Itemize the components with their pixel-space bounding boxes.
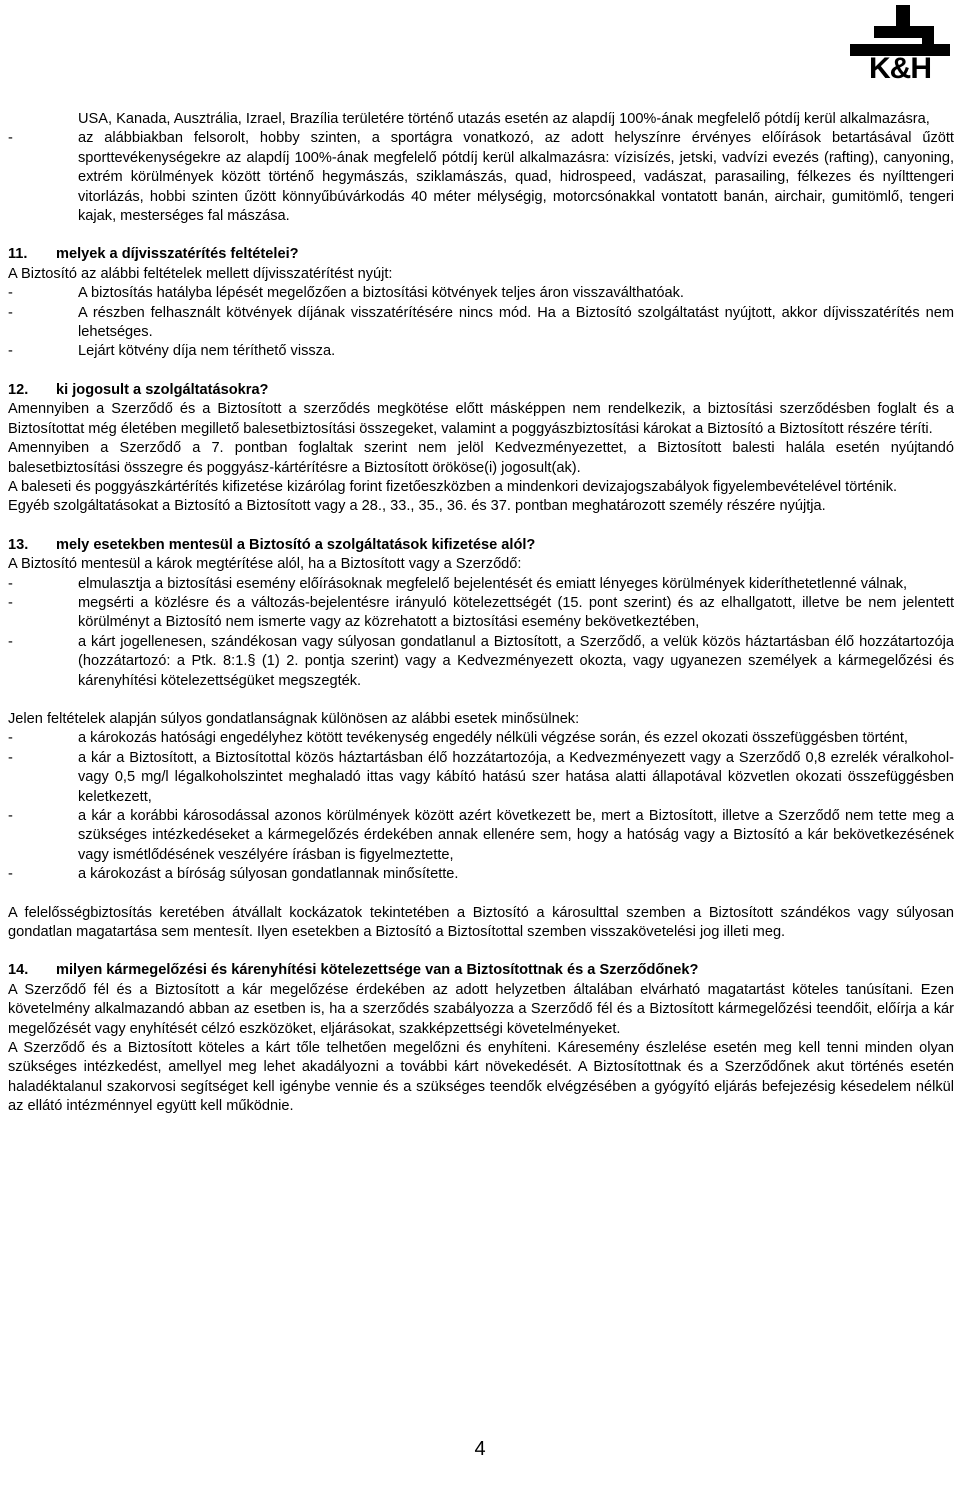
list-item-text: a károkozás hatósági engedélyhez kötött tevékenység engedély nélküli végzése során, és ezzel okozati összefüggésben történt, [78,730,908,747]
list-item-text: megsérti a közlésre és a változás-bejelentésre irányuló kötelezettségét (15. pont szerint) és az elhallgatott, illetve be nem jelentett körülményt a Biztosító nem ismerte vagy az közrehatott a biztosítási esemény bekövetkeztében, [78,594,954,631]
section-number: 13. [8,536,29,553]
section-title: ki jogosult a szolgáltatásokra? [56,381,269,398]
kh-logo-mark-icon [846,2,954,58]
list-item [8,575,954,594]
list-item-text: A részben felhasznált kötvények díjának visszatérítésére nincs mód. Ha a Biztosító szolgáltatást nyújtott, akkor díjvisszatérítés nem lehetséges. [78,304,954,341]
dash-marker: - [8,866,13,883]
section-title: mely esetekben mentesül a Biztosító a szolgáltatások kifizetése alól? [56,536,536,553]
list-item-text: a kárt jogellenesen, szándékosan vagy súlyosan gondatlanul a Biztosított, a Szerződő, a velük közös háztartásban élő hozzátartozója (hozzátartozó: a Ptk. 8:1.§ (1) 2. pontja szerint) vagy a Kedvezményezett okozta, vagy ugyanezen személyek a kármegelőzési és kárenyhítési kötelezettségüket megszegték. [78,633,954,689]
dash-marker: - [8,808,13,824]
dash-marker: - [8,304,13,321]
dash-marker: - [8,633,13,650]
paragraph: Amennyiben a Szerződő a 7. pontban foglaltak szerint nem jelöl Kedvezményezettet, a Biztosított balesti halála esetén nyújtandó balesetbiztosítási összegre és poggyász-kártérítésre a Biztosított örököse(i) jogosult(ak). [8,440,954,476]
dash-marker: - [8,730,13,747]
section-title: milyen kármegelőzési és kárenyhítési kötelezettsége van a Biztosítottnak és a Szerződőnek? [56,962,699,979]
list-item-text: a károkozást a bíróság súlyosan gondatlannak minősítette. [78,866,459,883]
section-heading-13 [8,536,954,555]
section-lead: Jelen feltételek alapján súlyos gondatlanságnak különösen az alábbi esetek minősülnek: [8,710,580,727]
section-number: 11. [8,246,28,263]
list-item [8,284,954,303]
section-number: 12. [8,381,29,398]
paragraph: A Szerződő és a Biztosított köteles a kárt tőle telhetően megelőzni és enyhíteni. Káresemény észlelése esetén meg kell tenni minden olyan szükséges intézkedést, amellyel meg lehet akadályozni a további kárt növekedését. A Biztosítottnak és a Szerződőnek akut történés esetén haladéktalanul szakorvosi segítséget kell igénybe vennie és a szükséges teendők elvégzésében a gyógyító eljárás befejezésig késedelem nélkül az ellátó intézménnyel együtt kell működnie. [8,1040,954,1115]
section-number: 14. [8,962,29,979]
kh-logo [846,2,954,84]
list-item-text: a kár a korábbi károsodással azonos körülmények között azért következett be, mert a Biztosított, illetve a Szerződő nem tette meg a szükséges intézkedéseket a kármegelőzés érdekében annak ellenére sem, hogy a hatóság vagy a Biztosító a kár bekövetkezésének vagy ismétlődésének veszélyére írásban is figyelmeztette, [78,808,954,863]
dash-marker: - [8,285,13,302]
section-lead: A Biztosító az alábbi feltételek mellett díjvisszatérítést nyújt: [8,265,393,282]
list-item [8,807,954,865]
paragraph: A Szerződő fél és a Biztosított a kár megelőzése érdekében az adott helyzetben általában elvárható magatartást köteles tanúsítani. Ezen követelmény alkalmazandó abban az esetben is, ha a szerződés szabályozza a Szerződő fél és a Biztosított kármegelőzési teendőit, előírja a kár megelőzését vagy enyhítését célzó eszközöket, eljárásokat, szakképzettségi követelményeket. [8,981,954,1037]
dash-marker: - [8,594,13,611]
list-item-text: A biztosítás hatályba lépését megelőzően a biztosítási kötvények teljes áron visszaválthatóak. [78,285,684,302]
intro-continuation: USA, Kanada, Ausztrália, Izrael, Brazília területére történő utazás esetén az alapdíj 100%-ának megfelelő pótdíj kerül alkalmazásra, [78,111,930,127]
list-item [8,865,954,884]
dash-marker: - [8,343,13,360]
list-item [8,729,954,748]
paragraph: A baleseti és poggyászkártérítés kifizetése kizárólag forint fizetőeszközben a mindenkori devizajogszabályok figyelembevételével történik. [8,478,898,495]
list-item-text: elmulasztja a biztosítási esemény előírásoknak megfelelő bejelentését és emiatt lényeges körülmények kideríthetetlenné válnak, [78,575,908,592]
list-item-text: az alábbiakban felsorolt, hobby szinten, a sportágra vonatkozó, az adott helyszínre érvényes előírások betartásával űzött sporttevékenységekre az alapdíj 100%-ának megfelelő pótdíj kerül alkalmazásra: vízisízés, jetski, vadvízi evezés (rafting), canyoning, extrém körülmények között történő hegymászás, sziklamászás, quad, hidrospeed, vadászat, parasailing, félkezes és nyílttengeri vitorlázás, hobbi szinten űzött könnyűbúvárkodás 40 méter mélységig, motorcsónakkal vontatott banán, airchair, gumitömlő, tengeri kajak, mesterséges fal mászása. [78,130,954,225]
paragraph: A felelősségbiztosítás keretében átvállalt kockázatok tekintetében a Biztosító a károsulttal szemben a Biztosított szándékos vagy súlyosan gondatlan magatartása sem mentesít. Ilyen esetekben a Biztosító a Biztosítottal szemben visszakövetelési jog illeti meg. [8,904,954,941]
section-lead: A Biztosító mentesül a károk megtérítése alól, ha a Biztosított vagy a Szerződő: [8,556,522,573]
list-item [8,304,954,343]
list-item [8,633,954,691]
list-item [8,342,954,361]
dash-marker: - [8,749,13,766]
section-heading-11 [8,245,954,264]
section-heading-12 [8,381,954,400]
logo-text: K&H [869,52,931,85]
section-heading-14 [8,961,954,980]
section-title: melyek a díjvisszatérítés feltételei? [56,246,299,263]
dash-marker: - [8,575,13,592]
list-item [8,594,954,633]
paragraph: Amennyiben a Szerződő és a Biztosított a szerződés megkötése előtt másképpen nem rendelkezik, a biztosítási szerződésben foglalt és a Biztosítottat még életében megillető balesetbiztosítási összegeket, valamint a poggyászbiztosítási károkat a Biztosító a Biztosított részére téríti. [8,401,954,437]
list-item-text: a kár a Biztosított, a Biztosítottal közös háztartásban élő hozzátartozója, a Kedvezményezett vagy a Szerződő 0,8 ezrelék véralkohol- vagy 0,5 mg/l légalkoholszintet meghaladó ittas vagy kábító hatású szer hatása alatti állapotával közvetlen okozati összefüggésben keletkezett, [78,749,954,805]
list-item-text: Lejárt kötvény díja nem téríthető vissza. [78,343,336,360]
dash-marker: - [8,130,13,147]
page-number: 4 [474,1438,486,1460]
list-item [8,749,954,807]
document-body [8,110,954,1117]
list-item [8,129,954,226]
paragraph: Egyéb szolgáltatásokat a Biztosító a Biztosított vagy a 28., 33., 35., 36. és 37. pontban meghatározott személy részére nyújtja. [8,498,826,515]
